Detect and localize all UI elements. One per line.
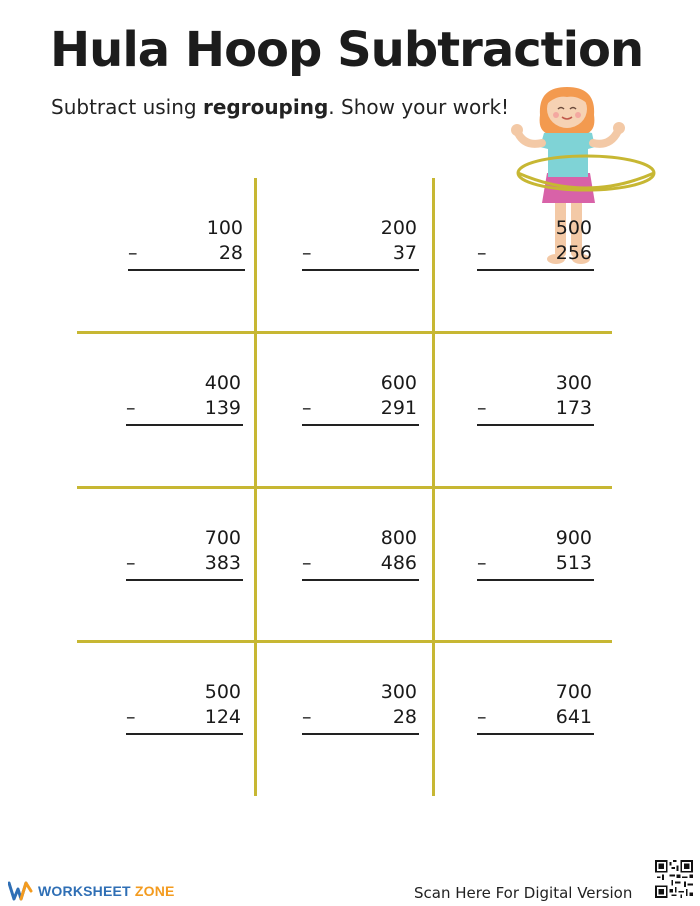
minus-sign: –: [128, 242, 138, 264]
minus-sign: –: [302, 552, 312, 574]
minus-sign: –: [302, 242, 312, 264]
subtrahend: 486: [380, 552, 417, 574]
problem-12: [472, 681, 592, 751]
minus-sign: –: [126, 706, 136, 728]
answer-line: [126, 424, 243, 426]
page-title: Hula Hoop Subtraction: [50, 22, 644, 78]
problem-4: [121, 372, 241, 442]
answer-line: [477, 733, 594, 735]
subtrahend: 383: [204, 552, 241, 574]
instructions-tail: . Show your work!: [328, 95, 510, 119]
problem-3: [472, 217, 592, 287]
minus-sign: –: [302, 706, 312, 728]
problem-10: [121, 681, 241, 751]
subtrahend: 173: [555, 397, 592, 419]
minuend: 700: [204, 527, 241, 549]
minuend: 400: [204, 372, 241, 394]
brand-part-1: WORKSHEET: [38, 883, 131, 899]
minus-sign: –: [126, 397, 136, 419]
problem-5: [297, 372, 417, 442]
subtrahend: 124: [204, 706, 241, 728]
grid-line-horizontal-1: [77, 331, 612, 334]
minuend: 100: [206, 217, 243, 239]
answer-line: [302, 733, 419, 735]
grid-line-horizontal-2: [77, 486, 612, 489]
subtrahend: 28: [218, 242, 243, 264]
problem-9: [472, 527, 592, 597]
minuend: 700: [555, 681, 592, 703]
minuend: 500: [204, 681, 241, 703]
grid-line-horizontal-3: [77, 640, 612, 643]
answer-line: [477, 424, 594, 426]
worksheet-zone-logo[interactable]: [8, 880, 175, 902]
problem-7: [121, 527, 241, 597]
minus-sign: –: [477, 552, 487, 574]
problem-11: [297, 681, 417, 751]
subtrahend: 28: [392, 706, 417, 728]
minuend: 500: [555, 217, 592, 239]
instructions-keyword: regrouping: [202, 95, 329, 119]
answer-line: [477, 269, 594, 271]
answer-line: [126, 733, 243, 735]
problem-1: [123, 217, 243, 287]
instructions-lead: Subtract using: [51, 95, 203, 119]
subtrahend: 641: [555, 706, 592, 728]
answer-line: [477, 579, 594, 581]
minuend: 800: [380, 527, 417, 549]
scan-caption: Scan Here For Digital Version: [414, 884, 633, 902]
subtrahend: 513: [555, 552, 592, 574]
qr-code-icon[interactable]: [655, 860, 693, 898]
problem-2: [297, 217, 417, 287]
problem-8: [297, 527, 417, 597]
minuend: 900: [555, 527, 592, 549]
minus-sign: –: [477, 397, 487, 419]
minuend: 200: [380, 217, 417, 239]
brand-part-2: ZONE: [134, 883, 175, 899]
answer-line: [126, 579, 243, 581]
minuend: 600: [380, 372, 417, 394]
minuend: 300: [555, 372, 592, 394]
minuend: 300: [380, 681, 417, 703]
minus-sign: –: [477, 242, 487, 264]
subtrahend: 139: [204, 397, 241, 419]
minus-sign: –: [477, 706, 487, 728]
problem-6: [472, 372, 592, 442]
subtrahend: 37: [392, 242, 417, 264]
answer-line: [128, 269, 245, 271]
brand-name: [38, 883, 175, 899]
worksheet-zone-logo-icon: [8, 881, 34, 901]
minus-sign: –: [126, 552, 136, 574]
answer-line: [302, 269, 419, 271]
minus-sign: –: [302, 397, 312, 419]
instructions: [51, 95, 509, 119]
subtrahend: 256: [555, 242, 592, 264]
answer-line: [302, 424, 419, 426]
answer-line: [302, 579, 419, 581]
subtrahend: 291: [380, 397, 417, 419]
